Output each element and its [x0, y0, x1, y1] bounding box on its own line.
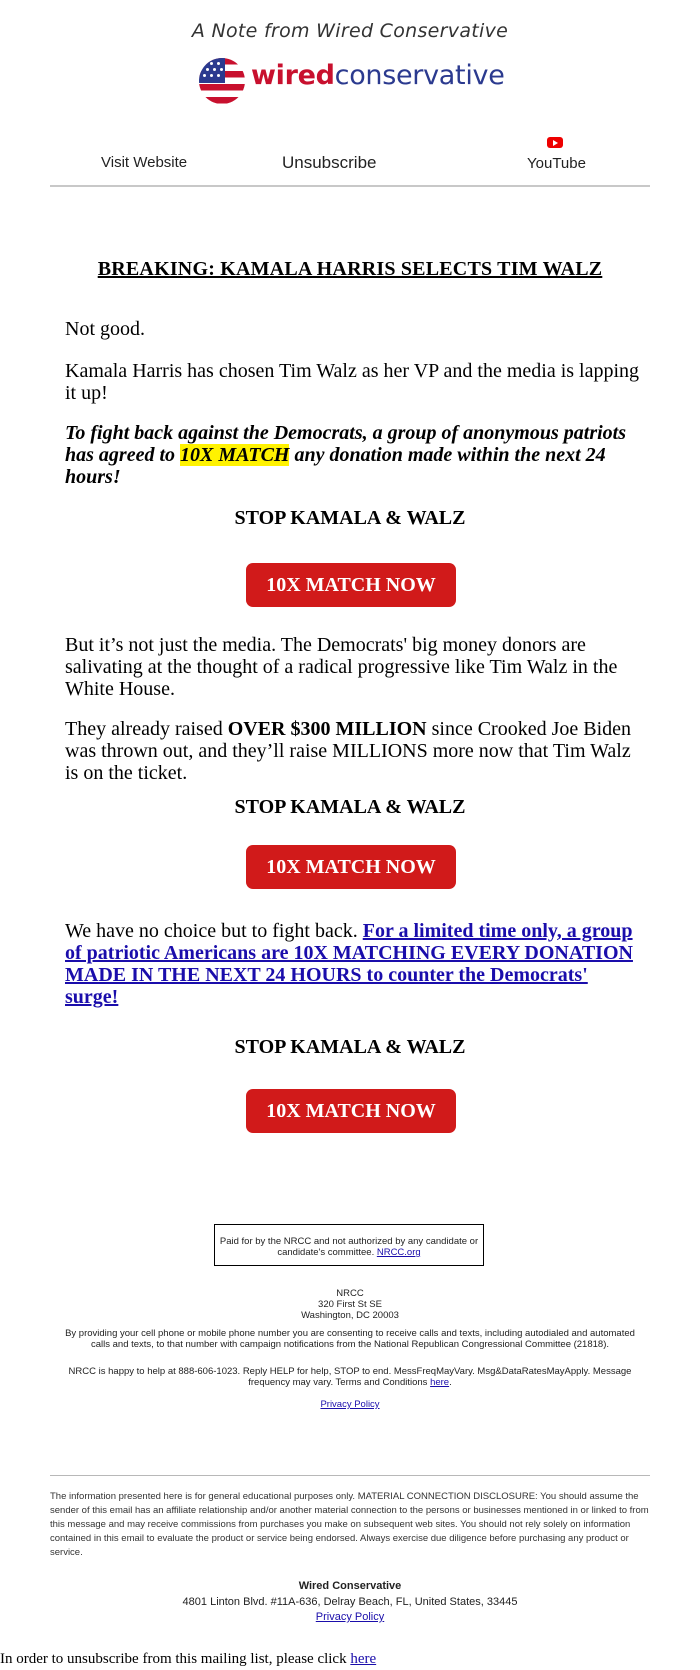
match-now-button-3[interactable]: 10X MATCH NOW	[246, 1089, 456, 1133]
match-now-button-2[interactable]: 10X MATCH NOW	[246, 845, 456, 889]
stop-heading-3: STOP KAMALA & WALZ	[234, 1036, 466, 1058]
legal-privacy	[60, 1399, 640, 1410]
paragraph-big-money: But it’s not just the media. The Democrats' big money donors are salivating at the thought of a radical progressive like Tim Walz in the White House.	[65, 634, 618, 700]
paid-for-text: Paid for by the NRCC and not authorized by any candidate or candidate's committee.	[219, 1236, 479, 1258]
address-line-2: Washington, DC 20003	[301, 1310, 399, 1321]
logo-word-wired: wired	[251, 60, 335, 91]
unsubscribe-text: In order to unsubscribe from this mailing list, please click	[0, 1651, 351, 1667]
wired-conservative-logo[interactable]	[196, 56, 505, 108]
raised-amount: OVER $300 MILLION	[227, 718, 427, 740]
fight-back-text: We have no choice but to fight back.	[65, 920, 363, 942]
logo-wordmark	[251, 60, 505, 91]
nrcc-link[interactable]: NRCC.org	[376, 1247, 421, 1258]
paragraph-300-million	[65, 718, 645, 784]
footer-privacy	[0, 1611, 700, 1623]
help-period: .	[449, 1377, 452, 1388]
footer-address: 4801 Linton Blvd. #11A-636, Delray Beach, FL, United States, 33445	[182, 1596, 518, 1608]
paragraph-match-offer	[65, 422, 645, 488]
footer-privacy-link[interactable]: Privacy Policy	[315, 1611, 385, 1623]
unsubscribe-line	[0, 1651, 376, 1668]
paragraph-harris-walz: Kamala Harris has chosen Tim Walz as her VP and the media is lapping it up!	[65, 360, 640, 404]
raised-text-end: since Crooked Joe Biden was thrown out, and they’ll raise MILLIONS more now that Tim Walz is on the ticket.	[65, 718, 632, 784]
match-now-button-1[interactable]: 10X MATCH NOW	[246, 563, 456, 607]
stop-heading-1: STOP KAMALA & WALZ	[234, 507, 466, 529]
headline: BREAKING: KAMALA HARRIS SELECTS TIM WALZ	[97, 258, 603, 280]
stop-heading-2: STOP KAMALA & WALZ	[234, 796, 466, 818]
header-divider	[50, 185, 650, 187]
logo-word-conservative: conservative	[334, 60, 505, 91]
consent-text: By providing your cell phone or mobile phone number you are consenting to receive calls and texts, including autodialed and automated calls and texts, to that number with campaign notifications from the National Republican Congressional Committee (21818).	[65, 1328, 635, 1350]
address-line-1: 320 First St SE	[318, 1299, 382, 1310]
unsubscribe-here-link[interactable]: here	[350, 1651, 377, 1667]
org-name: NRCC	[336, 1288, 364, 1299]
youtube-icon[interactable]	[547, 137, 563, 148]
match-offer-text: To fight back against the Democrats, a group of anonymous patriots has agreed to	[65, 422, 626, 466]
material-disclosure: The information presented here is for general educational purposes only. MATERIAL CONNECTION DISCLOSURE: You should assume the sender of this email has an affiliate relationship and/or another material connection to the persons or businesses mentioned in or linked to from this message and may receive commissions from purchases you make on subsequent web sites. You should not rely solely on information contained in this email to evaluate the product or service being endorsed. Always exercise due diligence before purchasing any product or service.	[50, 1491, 649, 1558]
footer-org-name: Wired Conservative	[298, 1580, 402, 1592]
match-highlight: 10X MATCH	[180, 444, 290, 466]
paragraph-not-good: Not good.	[65, 318, 145, 340]
flag-icon	[199, 58, 245, 104]
match-offer-text-end: any donation made within the next 24 hours!	[65, 444, 606, 488]
unsubscribe-link[interactable]: Unsubscribe	[282, 153, 377, 172]
paragraph-fight-back	[65, 920, 645, 1008]
paid-for-box	[214, 1224, 484, 1266]
footer-divider	[50, 1475, 650, 1476]
privacy-policy-link[interactable]: Privacy Policy	[320, 1399, 380, 1410]
help-text: NRCC is happy to help at 888-606-1023. Reply HELP for help, STOP to end. MessFreqMayVary. Msg&DataRatesMayApply. Message frequency may vary. Terms and Conditions	[68, 1366, 632, 1388]
limited-time-link[interactable]: For a limited time only, a group of patriotic Americans are 10X MATCHING EVERY DONATION MADE IN THE NEXT 24 HOURS to counter the Democrats' surge!	[65, 920, 633, 1008]
visit-website-link[interactable]: Visit Website	[101, 154, 188, 171]
terms-link[interactable]: here	[430, 1377, 450, 1388]
youtube-link[interactable]: YouTube	[527, 155, 586, 172]
raised-text: They already raised	[65, 718, 228, 740]
header-note: A Note from Wired Conservative	[191, 20, 509, 42]
nrcc-address	[60, 1288, 640, 1321]
help-text-block	[60, 1366, 640, 1388]
